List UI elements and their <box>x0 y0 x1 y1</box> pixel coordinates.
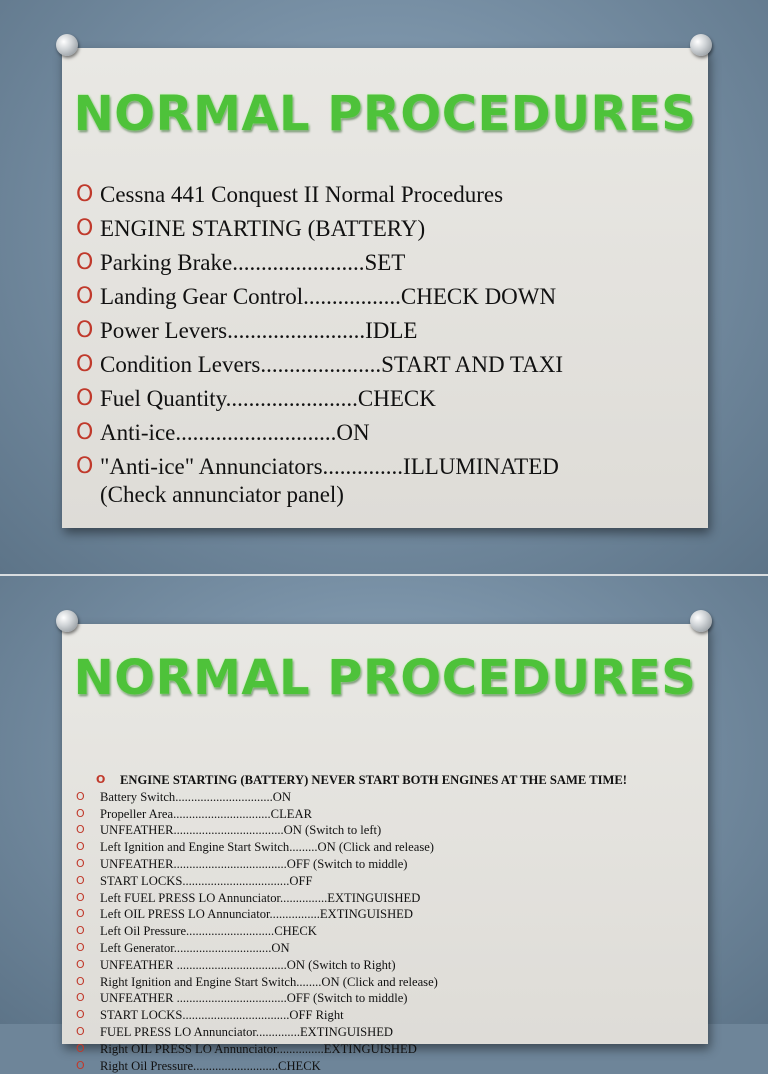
list-item <box>72 1007 702 1024</box>
list-item <box>72 1024 702 1041</box>
bullet-icon: O <box>76 318 94 343</box>
list-item-subtext: (Check annunciator panel) <box>100 482 344 507</box>
list-item <box>72 789 702 806</box>
list-item <box>72 806 702 823</box>
bullet-icon: O <box>76 840 85 854</box>
list-item-text: Power Levers........................IDLE <box>100 318 418 343</box>
list-item-text: UNFEATHER....................................OFF (Switch to middle) <box>100 856 408 871</box>
bullet-icon: O <box>76 250 94 275</box>
bullet-icon: O <box>76 386 94 411</box>
list-item <box>76 280 696 314</box>
bullet-icon: O <box>76 823 85 837</box>
list-item-text: Left Ignition and Engine Start Switch.........ON (Click and release) <box>100 840 434 855</box>
list-item-text: Fuel Quantity.......................CHECK <box>100 386 436 411</box>
list-item <box>72 906 702 923</box>
bullet-icon: O <box>76 420 94 445</box>
list-item-text: Left Oil Pressure............................CHECK <box>100 924 317 939</box>
list-item-text: FUEL PRESS LO Annunciator..............EXTINGUISHED <box>100 1024 394 1039</box>
list-item-text: Battery Switch...............................ON <box>100 789 291 804</box>
list-item-text: ENGINE STARTING (BATTERY) <box>100 216 426 241</box>
list-item <box>72 974 702 991</box>
bullet-icon: O <box>76 1041 85 1055</box>
slide-title: NORMAL PROCEDURES <box>73 650 697 706</box>
bullet-icon: O <box>76 856 85 870</box>
bullet-icon: O <box>76 890 85 904</box>
bullet-icon: O <box>76 924 85 938</box>
list-item-text: Left OIL PRESS LO Annunciator................EXTINGUISHED <box>100 907 413 922</box>
list-item-text: UNFEATHER...................................ON (Switch to left) <box>100 823 382 838</box>
list-item <box>76 348 696 382</box>
bullet-icon: O <box>76 974 85 988</box>
list-item-text: Parking Brake.......................SET <box>100 250 406 275</box>
list-item-text: Condition Levers.....................START AND TAXI <box>100 352 564 377</box>
bullet-icon: O <box>76 907 85 921</box>
slide-card <box>62 48 708 528</box>
bullet-icon: O <box>76 873 85 887</box>
pushpin-icon <box>56 610 78 632</box>
list-item-text: UNFEATHER ...................................ON (Switch to Right) <box>100 957 396 972</box>
list-item <box>72 856 702 873</box>
bullet-icon: O <box>76 1024 85 1038</box>
bullet-icon: O <box>76 991 85 1005</box>
bullet-icon: O <box>76 216 94 241</box>
list-item-text: START LOCKS..................................OFF <box>100 873 313 888</box>
list-item-text: "Anti-ice" Annunciators..............ILLUMINATED <box>100 454 559 479</box>
slide-2 <box>0 576 768 1073</box>
list-item-text: Propeller Area...............................CLEAR <box>100 806 312 821</box>
pushpin-icon <box>690 610 712 632</box>
list-item <box>76 382 696 416</box>
list-item <box>76 450 696 512</box>
list-item <box>76 314 696 348</box>
list-item <box>76 246 696 280</box>
procedure-list <box>76 178 696 512</box>
bullet-icon: O <box>76 806 85 820</box>
list-item <box>72 1041 702 1058</box>
bullet-icon: O <box>76 284 94 309</box>
list-item-text: Right Oil Pressure...........................CHECK <box>100 1058 321 1073</box>
list-item <box>76 178 696 212</box>
list-item-text: Right Ignition and Engine Start Switch........ON (Click and release) <box>100 974 438 989</box>
bullet-icon: O <box>76 182 94 207</box>
list-item-text: Right OIL PRESS LO Annunciator...............EXTINGUISHED <box>100 1041 417 1056</box>
pushpin-icon <box>56 34 78 56</box>
bullet-icon: O <box>76 940 85 954</box>
list-item <box>72 1058 702 1074</box>
bullet-icon: O <box>76 352 94 377</box>
bullet-icon: O <box>76 1058 85 1072</box>
pushpin-icon <box>690 34 712 56</box>
list-item <box>76 416 696 450</box>
bullet-icon: O <box>76 789 85 803</box>
bullet-icon: O <box>76 1008 85 1022</box>
list-item-text: START LOCKS..................................OFF Right <box>100 1008 344 1023</box>
procedure-list <box>72 772 702 1074</box>
slide-title: NORMAL PROCEDURES <box>73 86 697 142</box>
list-item <box>72 839 702 856</box>
list-item <box>72 990 702 1007</box>
list-item <box>72 890 702 907</box>
list-heading <box>72 772 702 789</box>
list-item-text: Anti-ice............................ON <box>100 420 370 445</box>
bullet-icon: O <box>96 773 106 786</box>
list-item <box>72 873 702 890</box>
bullet-icon: O <box>76 957 85 971</box>
bullet-icon: O <box>76 454 94 479</box>
list-item <box>72 923 702 940</box>
list-item-text: Cessna 441 Conquest II Normal Procedures <box>100 182 504 207</box>
list-heading-text: ENGINE STARTING (BATTERY) NEVER START BOTH ENGINES AT THE SAME TIME! <box>120 773 627 787</box>
list-item <box>72 957 702 974</box>
list-item-text: Left FUEL PRESS LO Annunciator...............EXTINGUISHED <box>100 890 421 905</box>
list-item-text: Landing Gear Control.................CHECK DOWN <box>100 284 557 309</box>
list-item <box>76 212 696 246</box>
slide-card <box>62 624 708 1073</box>
list-item <box>72 822 702 839</box>
list-item <box>72 940 702 957</box>
list-item-text: Left Generator...............................ON <box>100 940 290 955</box>
list-item-text: UNFEATHER ...................................OFF (Switch to middle) <box>100 991 408 1006</box>
